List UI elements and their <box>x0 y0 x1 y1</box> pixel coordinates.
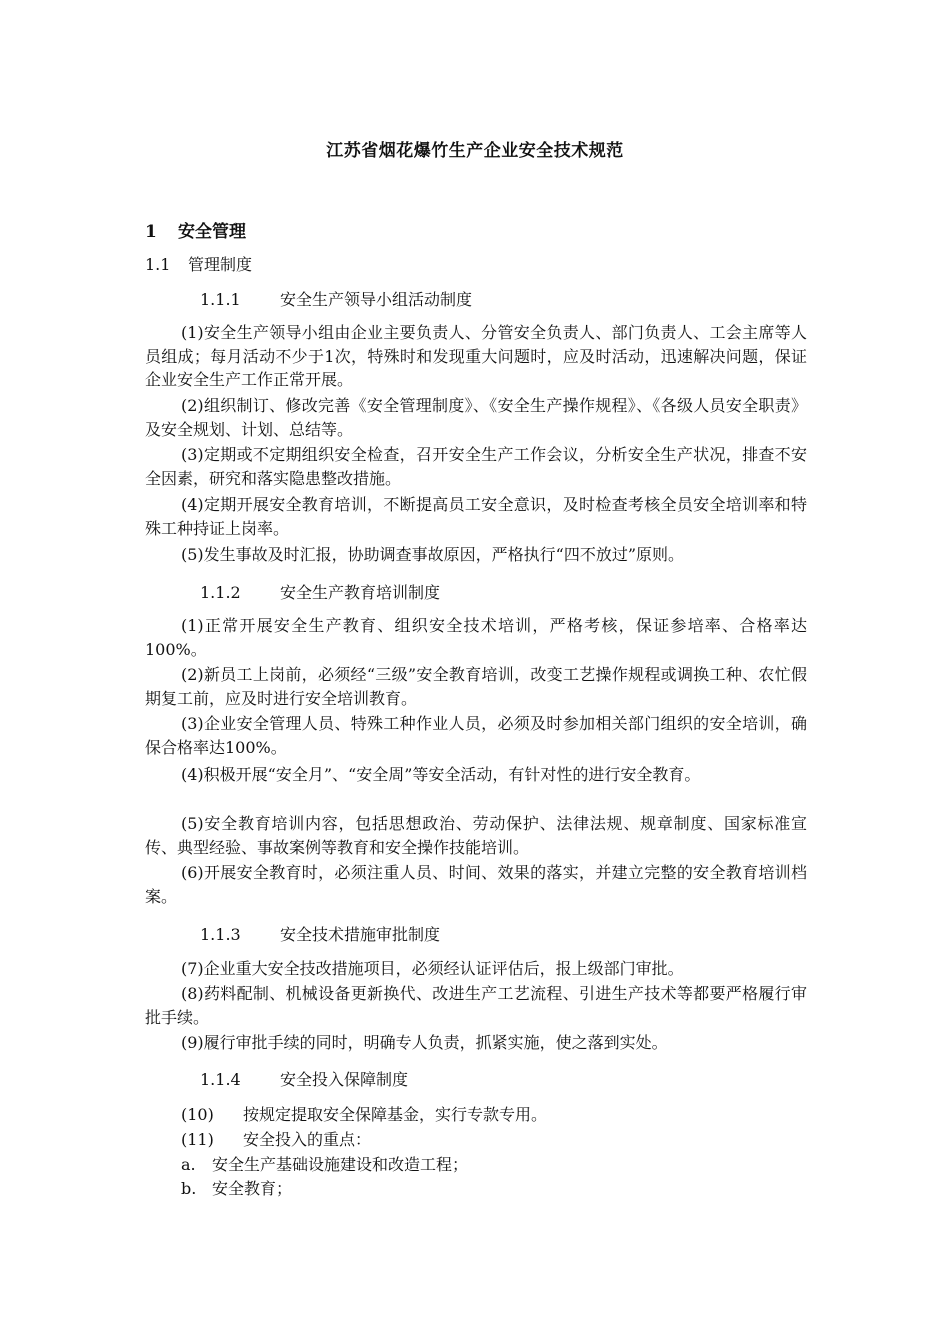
paragraph: (3)企业安全管理人员、特殊工种作业人员，必须及时参加相关部门组织的安全培训，确保合格率达100%。 <box>145 714 807 757</box>
section-number: 1 <box>145 222 157 242</box>
subsection-heading-1-1-3 <box>200 922 440 945</box>
paragraph: (1)安全生产领导小组由企业主要负责人、分管安全负责人、部门负责人、工会主席等人员组成；每月活动不少于1次，特殊时和发现重大问题时，应及时活动，迅速解决问题，保证企业安全生产工作正常开展。 <box>145 323 807 390</box>
list-item <box>181 1127 371 1150</box>
subsection-number: 1.1.1 <box>200 290 241 309</box>
item-number: (10) <box>181 1105 214 1124</box>
subsection-label: 安全生产教育培训制度 <box>280 583 441 602</box>
sub-item-marker: a. <box>181 1155 196 1174</box>
item-number: (11) <box>181 1130 214 1149</box>
sub-list-item <box>181 1152 468 1175</box>
item-text: 安全投入的重点： <box>243 1130 372 1149</box>
section-label: 安全管理 <box>178 222 246 242</box>
paragraph: (6)开展安全教育时，必须注重人员、时间、效果的落实，并建立完整的安全教育培训档案。 <box>145 863 807 906</box>
document-title: 江苏省烟花爆竹生产企业安全技术规范 <box>326 141 624 161</box>
section-heading-1 <box>145 217 246 242</box>
paragraph: (2)组织制订、修改完善《安全管理制度》、《安全生产操作规程》、《各级人员安全职责》及安全规划、计划、总结等。 <box>145 396 807 439</box>
paragraph: (7)企业重大安全技改措施项目，必须经认证评估后，报上级部门审批。 <box>181 959 684 978</box>
subsection-label: 安全生产领导小组活动制度 <box>280 290 473 309</box>
section-number: 1.1 <box>145 255 171 274</box>
section-label: 管理制度 <box>188 255 253 274</box>
subsection-label: 安全投入保障制度 <box>280 1070 409 1089</box>
subsection-label: 安全技术措施审批制度 <box>280 925 441 944</box>
paragraph: (9)履行审批手续的同时，明确专人负责，抓紧实施，使之落到实处。 <box>181 1033 668 1052</box>
paragraph: (5)发生事故及时汇报，协助调查事故原因，严格执行“四不放过”原则。 <box>181 545 685 564</box>
subsection-heading-1-1-4 <box>200 1067 408 1090</box>
sub-item-text: 安全教育； <box>212 1179 293 1198</box>
paragraph: (1)正常开展安全生产教育、组织安全技术培训，严格考核，保证参培率、合格率达100%。 <box>145 616 807 659</box>
paragraph: (4)定期开展安全教育培训，不断提高员工安全意识，及时检查考核全员安全培训率和特殊工种持证上岗率。 <box>145 495 807 538</box>
subsection-number: 1.1.3 <box>200 925 241 944</box>
paragraph: (5)安全教育培训内容，包括思想政治、劳动保护、法律法规、规章制度、国家标准宣传、典型经验、事故案例等教育和安全操作技能培训。 <box>145 814 807 857</box>
sub-item-marker: b. <box>181 1179 197 1198</box>
sub-item-text: 安全生产基础设施建设和改造工程； <box>212 1155 469 1174</box>
section-heading-1-1 <box>145 252 252 275</box>
item-text: 按规定提取安全保障基金，实行专款专用。 <box>243 1105 548 1124</box>
paragraph: (2)新员工上岗前，必须经“三级”安全教育培训，改变工艺操作规程或调换工种、农忙假期复工前，应及时进行安全培训教育。 <box>145 665 807 708</box>
list-item <box>181 1102 547 1125</box>
paragraph: (4)积极开展“安全月”、“安全周”等安全活动，有针对性的进行安全教育。 <box>181 765 701 784</box>
subsection-number: 1.1.4 <box>200 1070 241 1089</box>
subsection-heading-1-1-2 <box>200 580 440 603</box>
subsection-number: 1.1.2 <box>200 583 241 602</box>
paragraph: (3)定期或不定期组织安全检查，召开安全生产工作会议，分析安全生产状况，排查不安全因素，研究和落实隐患整改措施。 <box>145 445 807 488</box>
subsection-heading-1-1-1 <box>200 287 472 310</box>
sub-list-item <box>181 1176 292 1199</box>
paragraph: (8)药料配制、机械设备更新换代、改进生产工艺流程、引进生产技术等都要严格履行审批手续。 <box>145 984 807 1027</box>
